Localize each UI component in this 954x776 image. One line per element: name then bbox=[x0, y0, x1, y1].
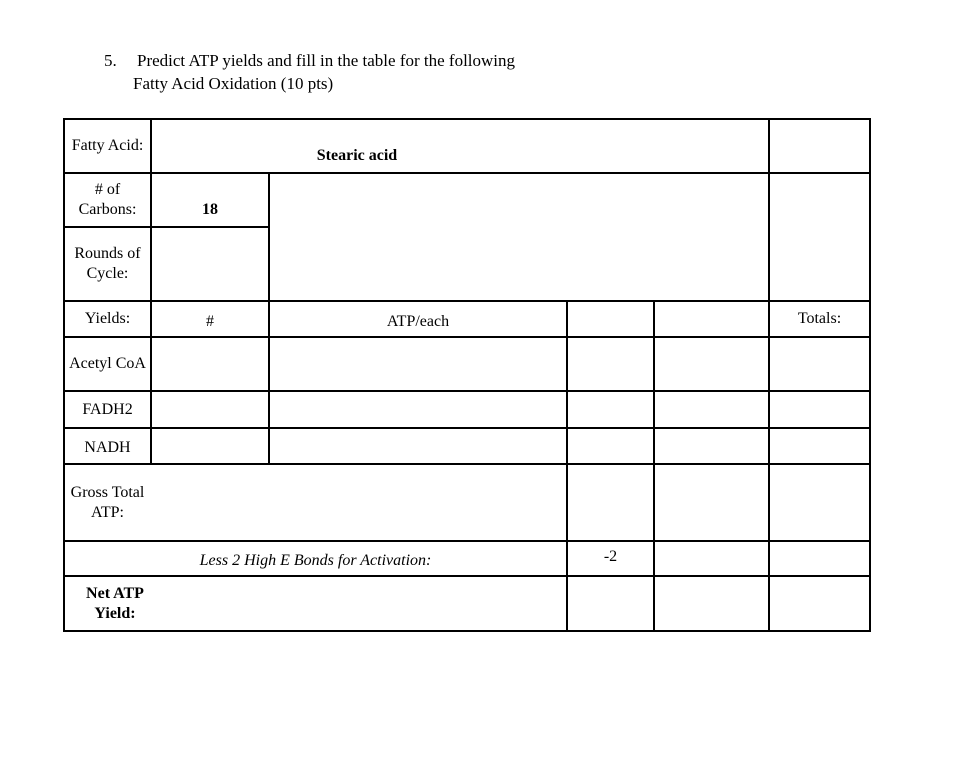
activation-label: Less 2 High E Bonds for Activation: bbox=[199, 552, 432, 569]
activation-value: -2 bbox=[603, 548, 618, 565]
row-divider bbox=[63, 390, 871, 392]
row-divider bbox=[63, 463, 871, 465]
gross-total-label: Gross Total ATP: bbox=[70, 483, 145, 521]
yields-label: Yields: bbox=[84, 310, 131, 327]
question-number: 5. bbox=[104, 51, 117, 70]
table-border-right bbox=[869, 118, 871, 632]
carbons-value: 18 bbox=[202, 201, 218, 218]
fatty-acid-label: Fatty Acid: bbox=[71, 137, 144, 154]
column-divider bbox=[653, 300, 655, 632]
fatty-acid-value: Stearic acid bbox=[316, 147, 398, 164]
question-text-line-1: Predict ATP yields and fill in the table for the following bbox=[137, 51, 516, 70]
net-yield-label: Net ATP Yield: bbox=[86, 584, 144, 622]
fadh2-label: FADH2 bbox=[82, 400, 133, 418]
row-divider bbox=[63, 427, 871, 429]
table-border-bottom bbox=[63, 630, 871, 632]
acetyl-coa-label: Acetyl CoA bbox=[69, 355, 146, 372]
carbons-label: # of Carbons: bbox=[78, 181, 137, 218]
atp-each-header: ATP/each bbox=[386, 313, 450, 330]
column-divider bbox=[768, 118, 770, 632]
column-divider bbox=[566, 300, 568, 632]
nadh-label: NADH bbox=[84, 439, 131, 456]
question-text-line-2: Fatty Acid Oxidation (10 pts) bbox=[133, 74, 334, 93]
rounds-label: Rounds of Cycle: bbox=[74, 245, 141, 282]
count-header: # bbox=[206, 313, 214, 330]
totals-header: Totals: bbox=[797, 310, 842, 327]
